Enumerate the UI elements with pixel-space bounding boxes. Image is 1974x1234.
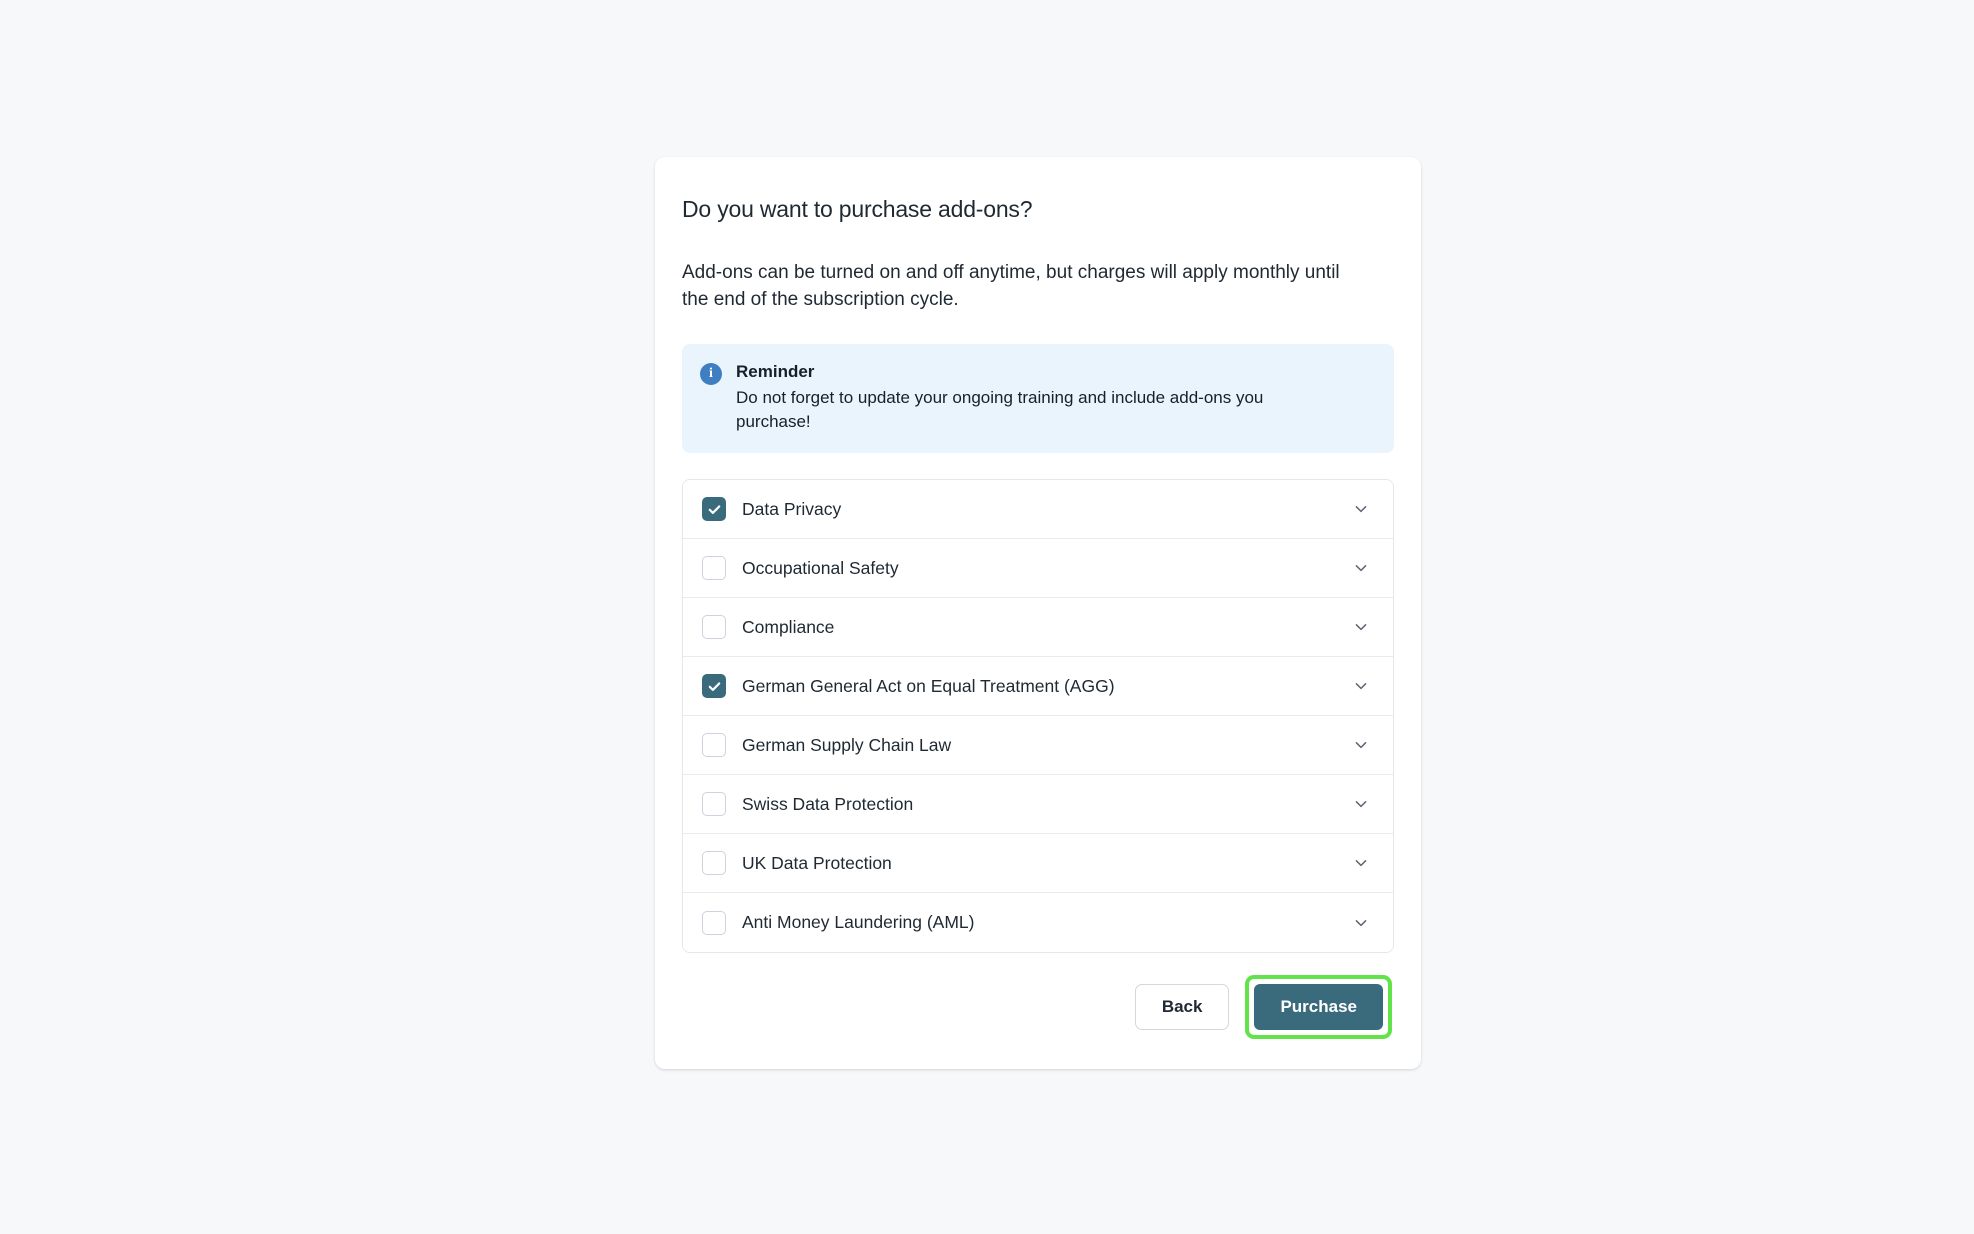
addon-label: Occupational Safety [742, 557, 899, 578]
chevron-down-icon[interactable] [1351, 558, 1371, 578]
addon-label: German Supply Chain Law [742, 734, 952, 755]
checkbox-uk-data-protection[interactable] [702, 851, 726, 875]
addon-row-aml[interactable] [683, 893, 1393, 952]
reminder-banner [682, 344, 1394, 453]
chevron-down-icon[interactable] [1351, 735, 1371, 755]
addon-row-german-supply-chain-law[interactable] [683, 716, 1393, 775]
checkbox-agg[interactable] [702, 674, 726, 698]
chevron-down-icon[interactable] [1351, 853, 1371, 873]
chevron-down-icon[interactable] [1351, 676, 1371, 696]
addon-label: Anti Money Laundering (AML) [742, 912, 975, 933]
chevron-down-icon[interactable] [1351, 617, 1371, 637]
info-icon: i [700, 363, 722, 385]
checkbox-data-privacy[interactable] [702, 497, 726, 521]
addon-row-compliance[interactable] [683, 598, 1393, 657]
reminder-text: Do not forget to update your ongoing training and include add-ons you purchase! [736, 387, 1264, 432]
purchase-addons-dialog [655, 157, 1421, 1069]
chevron-down-icon[interactable] [1351, 794, 1371, 814]
addon-label: Data Privacy [742, 498, 842, 519]
back-button[interactable]: Back [1135, 984, 1230, 1030]
chevron-down-icon[interactable] [1351, 913, 1371, 933]
addon-row-agg[interactable] [683, 657, 1393, 716]
checkbox-aml[interactable] [702, 911, 726, 935]
purchase-button-highlight [1245, 975, 1392, 1039]
addon-list [682, 479, 1394, 953]
checkbox-compliance[interactable] [702, 615, 726, 639]
reminder-title: Reminder [736, 361, 815, 381]
reminder-body [736, 360, 1376, 435]
dialog-title: Do you want to purchase add-ons? [682, 196, 1033, 222]
addon-label: UK Data Protection [742, 852, 892, 873]
checkbox-swiss-data-protection[interactable] [702, 792, 726, 816]
addon-row-data-privacy[interactable] [683, 480, 1393, 539]
checkbox-occupational-safety[interactable] [702, 556, 726, 580]
addon-row-occupational-safety[interactable] [683, 539, 1393, 598]
addon-label: Compliance [742, 616, 835, 637]
chevron-down-icon[interactable] [1351, 499, 1371, 519]
purchase-button[interactable]: Purchase [1254, 984, 1383, 1030]
checkbox-german-supply-chain-law[interactable] [702, 733, 726, 757]
addon-label: Swiss Data Protection [742, 793, 914, 814]
addon-label: German General Act on Equal Treatment (AGG) [742, 675, 1115, 696]
dialog-description: Add-ons can be turned on and off anytime, but charges will apply monthly until the end of the subscription cycle. [682, 261, 1340, 311]
dialog-footer [682, 975, 1394, 1045]
addon-row-uk-data-protection[interactable] [683, 834, 1393, 893]
addon-row-swiss-data-protection[interactable] [683, 775, 1393, 834]
